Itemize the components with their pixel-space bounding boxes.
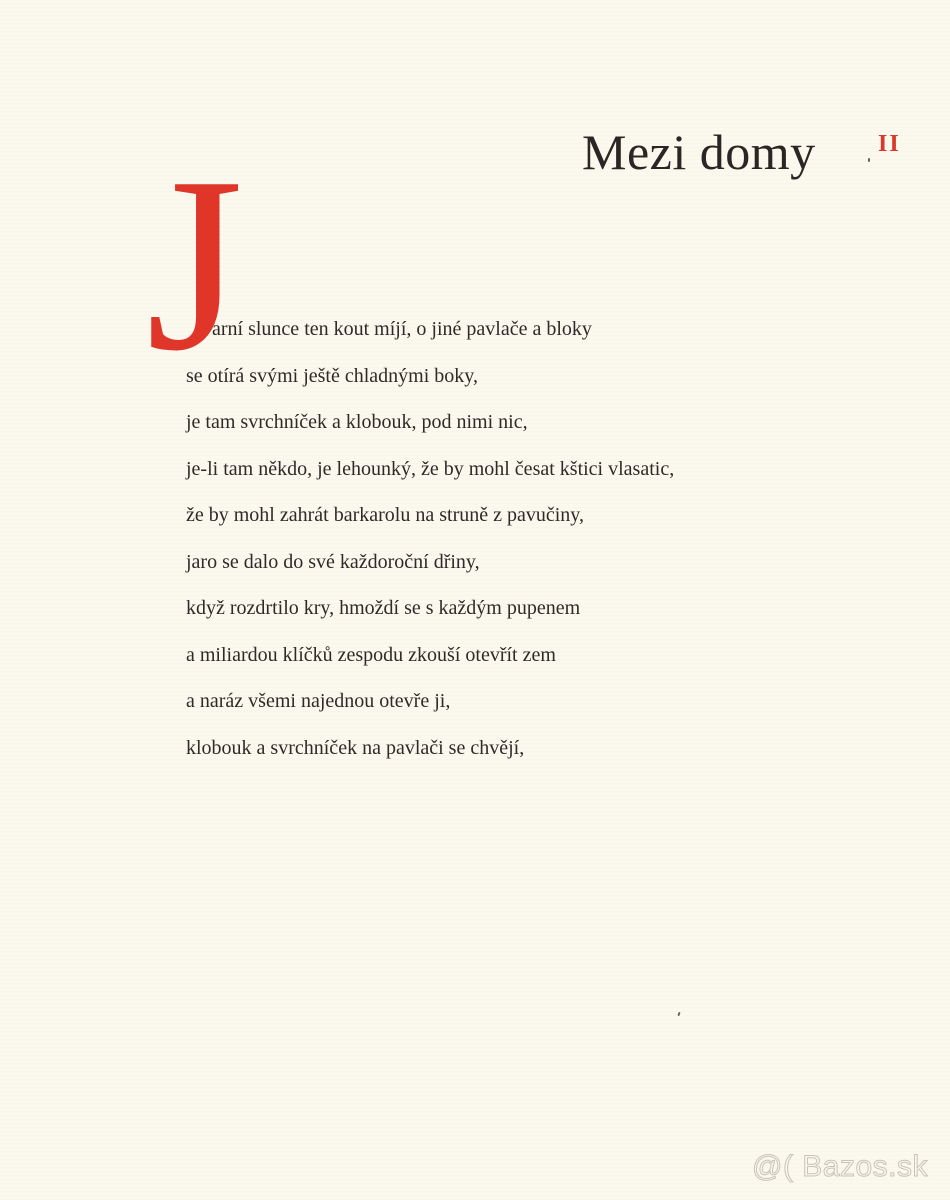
poem-line: když rozdrtilo kry, hmoždí se s každým pupenem bbox=[186, 597, 581, 619]
watermark-logo: @( Bazos.sk bbox=[752, 1150, 928, 1183]
poem-line: arní slunce ten kout míjí, o jiné pavlače a bloky bbox=[212, 318, 592, 340]
chapter-number: II bbox=[878, 131, 901, 157]
poem-line: že by mohl zahrát barkarolu na struně z pavučiny, bbox=[186, 504, 584, 526]
poem-line: a naráz všemi najednou otevře ji, bbox=[186, 690, 451, 712]
poem-body bbox=[186, 306, 674, 771]
poem-line: se otírá svými ještě chladnými boky, bbox=[186, 364, 478, 387]
poem-line: jaro se dalo do své každoroční dřiny, bbox=[186, 550, 480, 573]
poem-line: je tam svrchníček a klobouk, pod nimi nic, bbox=[186, 411, 528, 433]
drop-cap-initial: J bbox=[146, 126, 244, 403]
page-title: Mezi domy bbox=[582, 124, 816, 180]
poem-line: a miliardou klíčků zespodu zkouší otevřít zem bbox=[186, 643, 556, 666]
poem-line: klobouk a svrchníček na pavlači se chvějí, bbox=[186, 736, 525, 759]
poem-line: je-li tam někdo, je lehounký, že by mohl česat kštici vlasatic, bbox=[186, 457, 675, 480]
ink-speck bbox=[868, 158, 870, 162]
ink-speck bbox=[677, 1012, 680, 1016]
